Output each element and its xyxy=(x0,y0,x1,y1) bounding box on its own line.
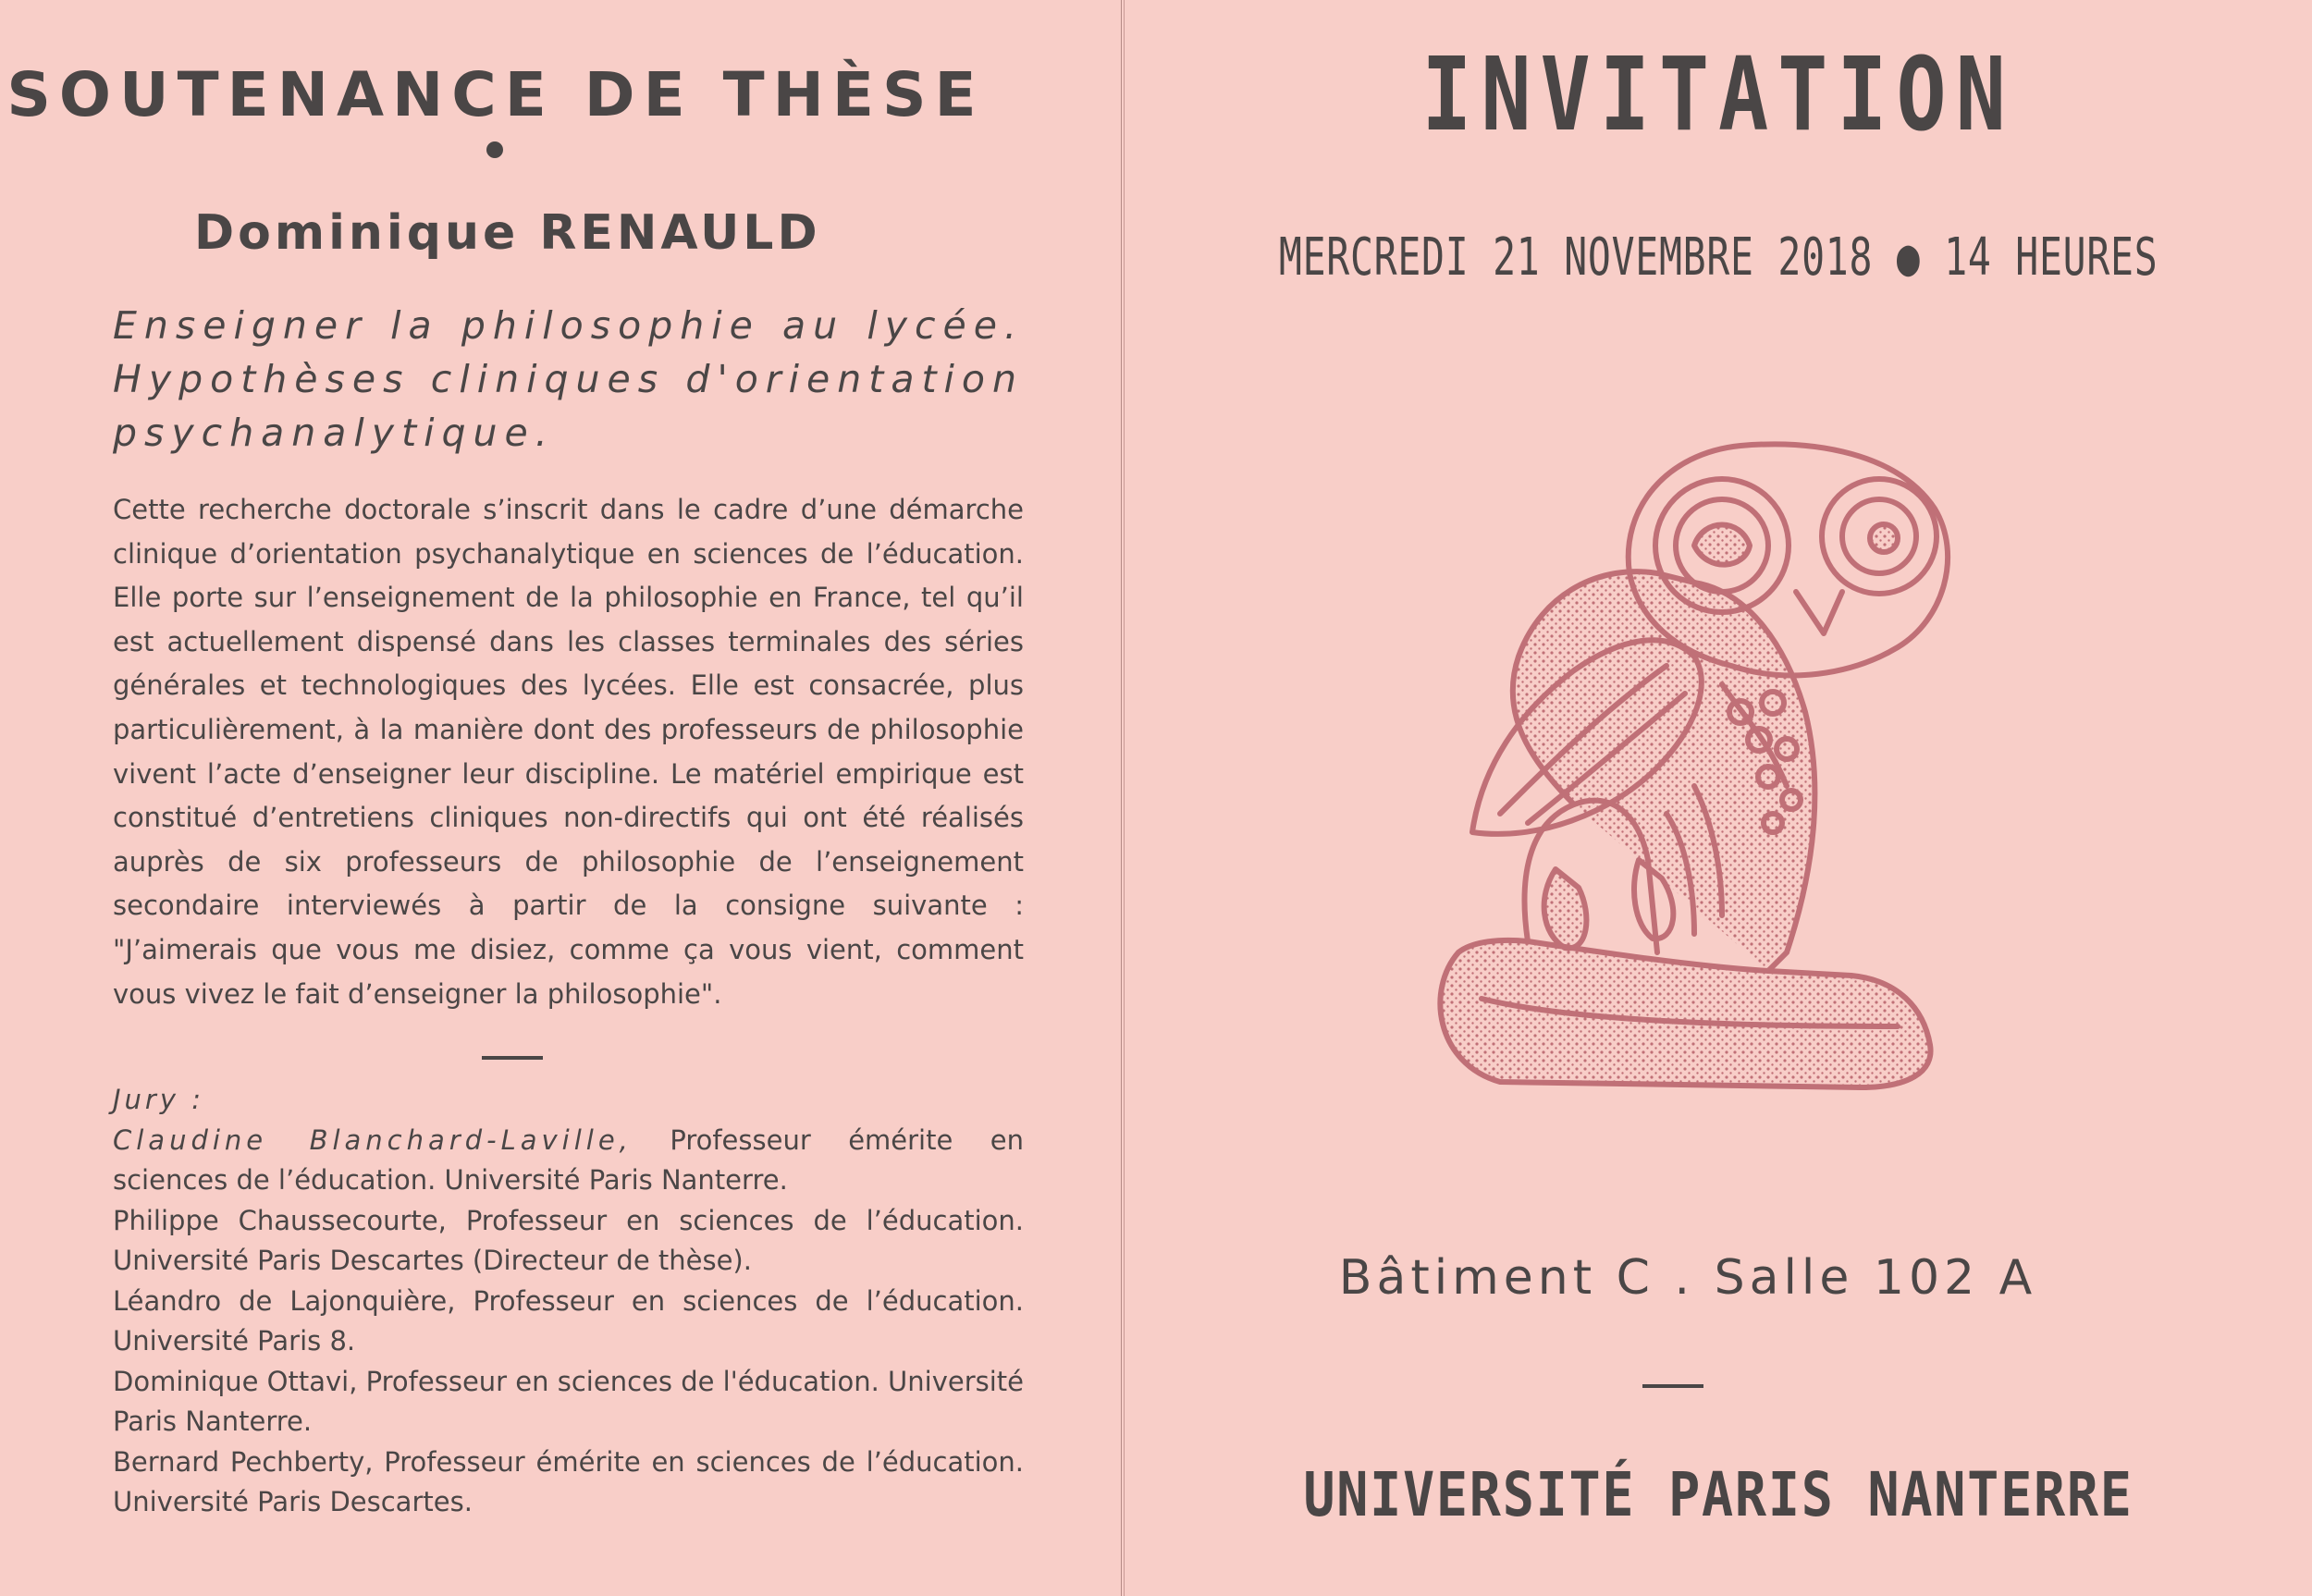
jury-member xyxy=(113,1362,1024,1443)
section-divider xyxy=(482,1056,543,1060)
event-location: Bâtiment C . Salle 102 A xyxy=(1338,1250,2037,1306)
jury-member-name: Léandro de Lajonquière, xyxy=(113,1284,456,1317)
jury-member-details: Professeur en sciences de l'éducation. Université Paris Nanterre. xyxy=(113,1365,1024,1437)
owl-illustration-area xyxy=(1125,0,2312,1596)
jury-member xyxy=(113,1121,1024,1201)
thesis-abstract: Cette recherche doctorale s’inscrit dans le cadre d’une démarche clinique d’orientation psychanalytique en sciences de l’éducation. Elle porte sur l’enseignement de la philosophie en France, tel qu’il est actuellement dispensé dans les classes terminales des séries générales et technologiques des lycées. Elle est consacrée, plus particulièrement, à la manière dont des professeurs de philosophie vivent l’acte d’enseigner leur discipline. Le matériel empirique est constitué d’entretiens cliniques non-directifs qui ont été réalisés auprès de six professeurs de philosophie de l’enseignement secondaire interviewés à partir de la consigne suivante : "J’aimerais que vous me disiez, comme ça vous vient, comment vous vivez le fait d’enseigner la philosophie". xyxy=(113,494,1024,1010)
jury-member xyxy=(113,1201,1024,1282)
jury-member xyxy=(113,1443,1024,1523)
jury-member-name: Bernard Pechberty, xyxy=(113,1445,374,1478)
jury-list xyxy=(113,1080,1024,1523)
jury-member xyxy=(113,1282,1024,1362)
jury-member-details: Professeur émérite en sciences de l’éducation. Université Paris Nanterre. xyxy=(113,1123,1024,1196)
jury-member-name: Philippe Chaussecourte, xyxy=(113,1204,447,1236)
jury-member-name: Dominique Ottavi, xyxy=(113,1365,358,1397)
author-name: Dominique RENAULD xyxy=(194,205,821,261)
thesis-title: Enseigner la philosophie au lycée. Hypothèses cliniques d'orientation psychanalytique. xyxy=(113,303,1024,455)
invitation-title: INVITATION xyxy=(1421,35,2015,153)
jury-member-details: Professeur en sciences de l’éducation. Université Paris 8. xyxy=(113,1284,1025,1357)
left-page xyxy=(0,0,1121,1596)
section-divider xyxy=(1642,1384,1703,1388)
jury-label: Jury : xyxy=(113,1084,205,1115)
jury-member-details: Professeur émérite en sciences de l’éducation. Université Paris Descartes. xyxy=(113,1445,1024,1517)
thesis-defense-heading: SOUTENANCE DE THÈSE xyxy=(6,59,985,130)
heading-bullet-icon xyxy=(486,141,503,158)
owl-icon xyxy=(1417,435,2027,1100)
jury-member-details: Professeur en sciences de l’éducation. Université Paris Descartes (Directeur de thèse). xyxy=(113,1204,1024,1276)
event-datetime: MERCREDI 21 NOVEMBRE 2018 ● 14 HEURES xyxy=(1278,227,2158,288)
jury-member-name: Claudine Blanchard-Laville, xyxy=(113,1123,633,1156)
university-name: UNIVERSITÉ PARIS NANTERRE xyxy=(1303,1459,2134,1530)
right-page xyxy=(1125,0,2312,1596)
